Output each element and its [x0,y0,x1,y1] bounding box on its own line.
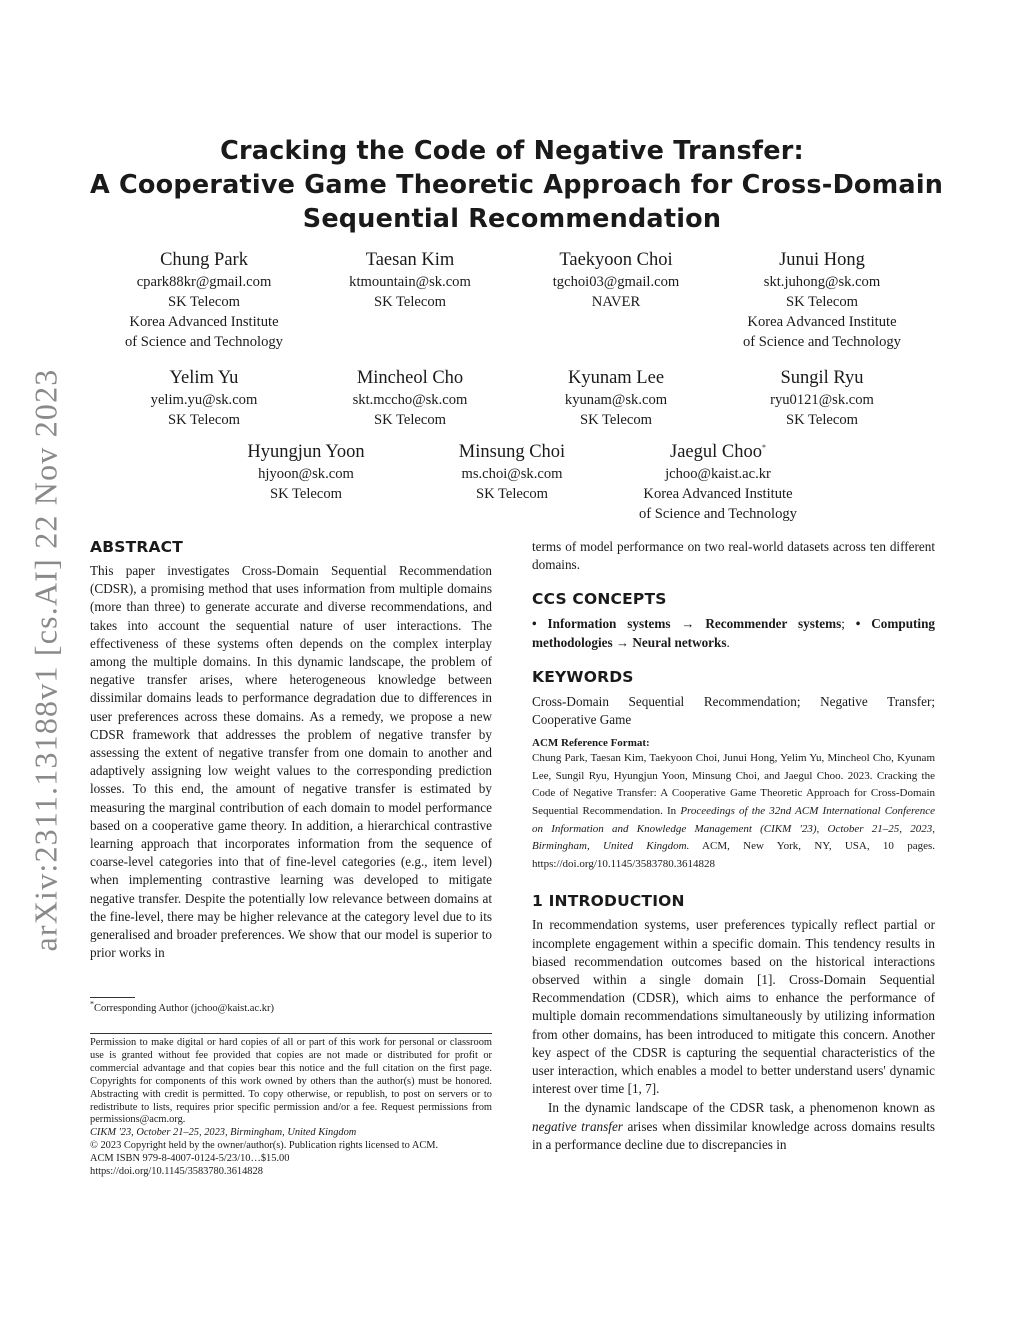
author-name: Sungil Ryu [780,368,864,388]
author-affiliation: SK Telecom [167,412,241,428]
author-affiliation: Korea Advanced Institute [643,486,793,502]
author-name: Minsung Choi [458,442,566,462]
author-name: Mincheol Cho [356,368,464,388]
author-email: skt.mccho@sk.com [352,392,468,408]
ccs-item: Computing methodologies → Neural networks [532,616,936,650]
author-affiliation: SK Telecom [373,294,447,310]
intro-paragraph: In recommendation systems, user preferences typically reflect partial or incomplete engagement within a specific domain. This tendency results in biased recommendation outcomes based on the historical interactions observed within a single domain [1]. Cross-Domain Sequential Recommendation (CDSR), which aims to enhance the performance of multiple domain recommendations simultaneously by utilizing information from other domains, has been introduced to mitigate this concern. Another key aspect of the CDSR is capturing the sequential characteristics of the user interaction, which enables a model to better understand users' dynamic interest over time [1, 7]. [532,917,935,1097]
author-affiliation: Korea Advanced Institute [747,314,897,330]
abstract-text: This paper investigates Cross-Domain Sequential Recommendation (CDSR), a promising method that uses information from multiple domains (more than three) to generate accurate and diverse recommendations, and takes into account the sequential nature of user interactions. The effectiveness of these systems often depends on the complex interplay among the multiple domains. In this dynamic landscape, the problem of negative transfer arises, where heterogeneous knowledge between dissimilar domains leads to performance degradation due to differences in user preferences across these domains. As a remedy, we propose a new CDSR framework that addresses the problem of negative transfer by assessing the extent of negative transfer from one domain to another and adaptively assigning low weight values to the corresponding prediction losses. To this end, the amount of negative transfer is estimated by measuring the marginal contribution of each domain to model performance based on a cooperative game theory. In addition, a hierarchical contrastive learning approach that incorporates information from the sequence of coarse-level categories into that of fine-level categories (e.g., item level) when implementing contrastive learning was developed to mitigate negative transfer. Despite the potentially low relevance between domains at the fine-level, there may be higher relevance at the category level due to its generalised and broader preferences. We show that our model is superior to prior works in [90,563,492,961]
author-email: kyunam@sk.com [564,392,668,408]
footnote-marker: * [90,999,94,1009]
permission-block [90,1037,492,1179]
author-email: yelim.yu@sk.com [150,392,258,408]
permission-text: Permission to make digital or hard copies of all or part of this work for personal or classroom use is granted without fee provided that copies are not made or distributed for profit or commercial advantage and that copies bear this notice and the full citation on the first page. Copyrights for components of this work owned by others than the author(s) must be honored. Abstracting with credit is permitted. To copy otherwise, or republish, to post on servers or to redistribute to lists, requires prior specific permission and/or a fee. Request permissions from permissions@acm.org. [90,1037,492,1126]
isbn-line: ACM ISBN 979-8-4007-0124-5/23/10…$15.00 [90,1153,290,1165]
footnote-text: Corresponding Author (jchoo@kaist.ac.kr) [94,1003,274,1014]
author-email: ktmountain@sk.com [349,274,471,290]
author-affiliation: SK Telecom [373,412,447,428]
intro-paragraph: In the dynamic landscape of the CDSR task, a phenomenon known as negative transfer arises when dissimilar knowledge across domains results in a performance decline due to discrepancies in [532,1100,935,1152]
title-line: A Cooperative Game Theoretic Approach for Cross-Domain [90,170,944,200]
author-block [295,249,525,312]
doi-line: https://doi.org/10.1145/3583780.3614828 [90,1166,263,1178]
author-email: hjyoon@sk.com [258,466,354,482]
author-block [295,367,525,430]
author-block [707,249,937,352]
abstract-heading: ABSTRACT [90,538,184,556]
author-name: Chung Park [160,250,248,270]
author-email: tgchoi03@gmail.com [552,274,680,290]
author-name: Jaegul Choo* [670,442,766,462]
arxiv-id: arXiv:2311.13188v1 [cs.AI] 22 Nov 2023 [27,368,64,952]
author-name: Yelim Yu [169,368,239,388]
author-block [89,249,319,352]
acm-ref-heading: ACM Reference Format: [532,737,650,750]
keywords-heading: KEYWORDS [532,667,634,686]
author-affiliation: of Science and Technology [125,334,283,350]
author-block [501,249,731,312]
copyright-line: © 2023 Copyright held by the owner/author(s). Publication rights licensed to ACM. [90,1140,439,1152]
author-block [603,441,833,524]
paper-title [90,134,944,236]
keywords-text: Cross-Domain Sequential Recommendation; Negative Transfer; Cooperative Game [532,693,935,728]
author-email: jchoo@kaist.ac.kr [665,466,771,482]
author-name: Taesan Kim [365,250,455,270]
author-affiliation: Korea Advanced Institute [129,314,279,330]
ccs-heading: CCS CONCEPTS [532,590,667,609]
intro-heading: 1 INTRODUCTION [532,892,685,911]
author-affiliation: SK Telecom [785,412,859,428]
author-name: Taekyoon Choi [559,250,673,270]
title-line: Cracking the Code of Negative Transfer: [220,136,804,166]
author-email: ryu0121@sk.com [770,392,874,408]
ccs-item: Information systems → Recommender systems [547,616,842,632]
venue-line: CIKM '23, October 21–25, 2023, Birmingham, United Kingdom [90,1127,357,1139]
right-column [532,538,935,1154]
ccs-concepts: • Information systems → Recommender systems; • Computing methodologies → Neural networks. [532,616,936,650]
author-affiliation: SK Telecom [167,294,241,310]
author-affiliation: SK Telecom [475,486,549,502]
title-line: Sequential Recommendation [302,204,722,234]
author-name: Hyungjun Yoon [247,442,365,462]
abstract-continued: terms of model performance on two real-world datasets across ten different domains. [532,539,935,573]
author-name: Junui Hong [779,250,865,270]
author-block [89,367,319,430]
author-block [397,441,627,504]
author-affiliation: SK Telecom [579,412,653,428]
author-affiliation: NAVER [591,294,641,310]
author-block [191,441,421,504]
author-affiliation: SK Telecom [269,486,343,502]
author-name: Kyunam Lee [567,368,665,388]
author-email: skt.juhong@sk.com [763,274,881,290]
author-affiliation: of Science and Technology [743,334,901,350]
author-affiliation: SK Telecom [785,294,859,310]
permission-rule [90,1033,492,1034]
corresponding-marker: * [761,442,766,452]
footnote [90,999,492,1016]
footnote-rule [90,997,135,998]
abstract-section [90,537,492,962]
author-block [501,367,731,430]
acm-ref-text: Chung Park, Taesan Kim, Taekyoon Choi, Junui Hong, Yelim Yu, Mincheol Cho, Kyunam Lee, Sungil Ryu, Hyungjun Yoon, Minsung Choi, and Jaegul Choo. 2023. Cracking the Code of Negative Transfer: A Cooperative Game Theoretic Approach for Cross-Domain Sequential Recommendation. In Proceedings of the 32nd ACM International Conference on Information and Knowledge Management (CIKM '23), October 21–25, 2023, Birmingham, United Kingdom. ACM, New York, NY, USA, 10 pages. https://doi.org/10.1145/3583780.3614828 [532,752,935,870]
author-email: ms.choi@sk.com [461,466,563,482]
author-affiliation: of Science and Technology [639,506,797,522]
author-email: cpark88kr@gmail.com [136,274,272,290]
author-block [707,367,937,430]
